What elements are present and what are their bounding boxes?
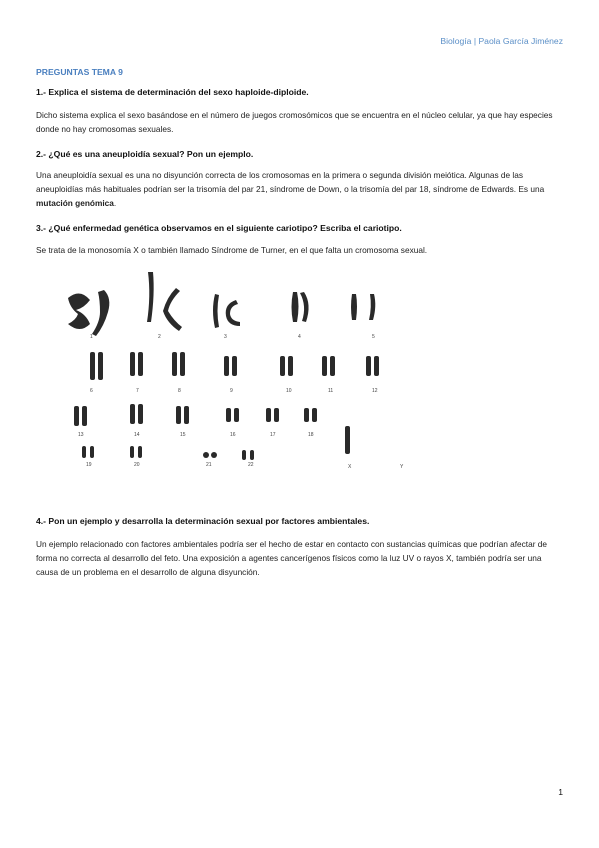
answer-2-text: Una aneuploidía sexual es una no disyunción correcta de los cromosomas en la primera o segunda división meiótica. Algunas de las aneuploidías más habituales podrían ser la trisomía del par 21, síndrome de Down, o la trisomía del par 18, síndrome de Edwards. Es una xyxy=(36,170,545,194)
karyotype-label-15: 15 xyxy=(180,432,186,438)
question-4: 4.- Pon un ejemplo y desarrolla la determinación sexual por factores ambientales. xyxy=(36,516,370,526)
karyotype-label-17: 17 xyxy=(270,432,276,438)
chromosome-4b xyxy=(300,292,309,322)
karyotype-label-12: 12 xyxy=(372,388,378,394)
answer-2-end: . xyxy=(113,198,117,208)
karyotype-label-Y: Y xyxy=(400,464,404,470)
question-1: 1.- Explica el sistema de determinación del sexo haploide-diploide. xyxy=(36,87,309,97)
karyotype-label-22: 22 xyxy=(248,462,254,468)
answer-2 xyxy=(36,168,564,210)
karyotype-label-13: 13 xyxy=(78,432,84,438)
chromosome-3a xyxy=(213,294,219,328)
page-number: 1 xyxy=(558,787,563,797)
chromosome-2b xyxy=(163,288,182,331)
chromosome-4a xyxy=(292,292,299,322)
chromosome-5b xyxy=(369,294,375,320)
chromosome-3b xyxy=(226,300,240,326)
question-3: 3.- ¿Qué enfermedad genética observamos en el siguiente cariotipo? Escriba el cariotipo. xyxy=(36,223,402,233)
answer-2-bold: mutación genómica xyxy=(36,198,114,208)
karyotype-label-6: 6 xyxy=(90,388,93,394)
karyotype-label-3: 3 xyxy=(224,334,227,340)
answer-4: Un ejemplo relacionado con factores ambientales podría ser el hecho de estar en contacto con sustancias químicas que podrían afectar de forma no correcta al desarrollo del feto. Una exposición a agentes cancerígenos físicos como la luz UV o rayos X, también podría ser una causa de un problema en el desarrollo de alguna disyunción. xyxy=(36,539,548,577)
chromosome-group xyxy=(68,272,379,460)
chromosome-2a xyxy=(147,272,154,322)
karyotype-label-1: 1 xyxy=(90,334,93,340)
karyotype-label-5: 5 xyxy=(372,334,375,340)
chromosome-5a xyxy=(351,294,357,320)
karyotype-label-4: 4 xyxy=(298,334,301,340)
karyotype-label-14: 14 xyxy=(134,432,140,438)
karyotype-label-18: 18 xyxy=(308,432,314,438)
karyotype-label-20: 20 xyxy=(134,462,140,468)
chromosome-1a xyxy=(68,293,90,329)
karyotype-label-9: 9 xyxy=(230,388,233,394)
karyotype-label-8: 8 xyxy=(178,388,181,394)
chromosome-1b xyxy=(92,290,109,336)
karyotype-label-10: 10 xyxy=(286,388,292,394)
karyotype-label-21: 21 xyxy=(206,462,212,468)
karyotype-label-16: 16 xyxy=(230,432,236,438)
karyotype-label-2: 2 xyxy=(158,334,161,340)
karyotype-image xyxy=(60,268,430,478)
karyotype-label-11: 11 xyxy=(328,388,334,394)
section-title: PREGUNTAS TEMA 9 xyxy=(36,67,123,77)
karyotype-label-X: X xyxy=(348,464,352,470)
answer-3: Se trata de la monosomía X o también llamado Síndrome de Turner, en el que falta un cromosoma sexual. xyxy=(36,245,428,255)
karyotype-label-7: 7 xyxy=(136,388,139,394)
answer-1: Dicho sistema explica el sexo basándose en el número de juegos cromosómicos que se encuentra en el núcleo celular, ya que hay especies donde no hay cromosomas sexuales. xyxy=(36,110,553,134)
page-header: Biología | Paola García Jiménez xyxy=(440,36,563,46)
question-2: 2.- ¿Qué es una aneuploidía sexual? Pon un ejemplo. xyxy=(36,149,254,159)
karyotype-labels xyxy=(78,334,404,470)
karyotype-label-19: 19 xyxy=(86,462,92,468)
